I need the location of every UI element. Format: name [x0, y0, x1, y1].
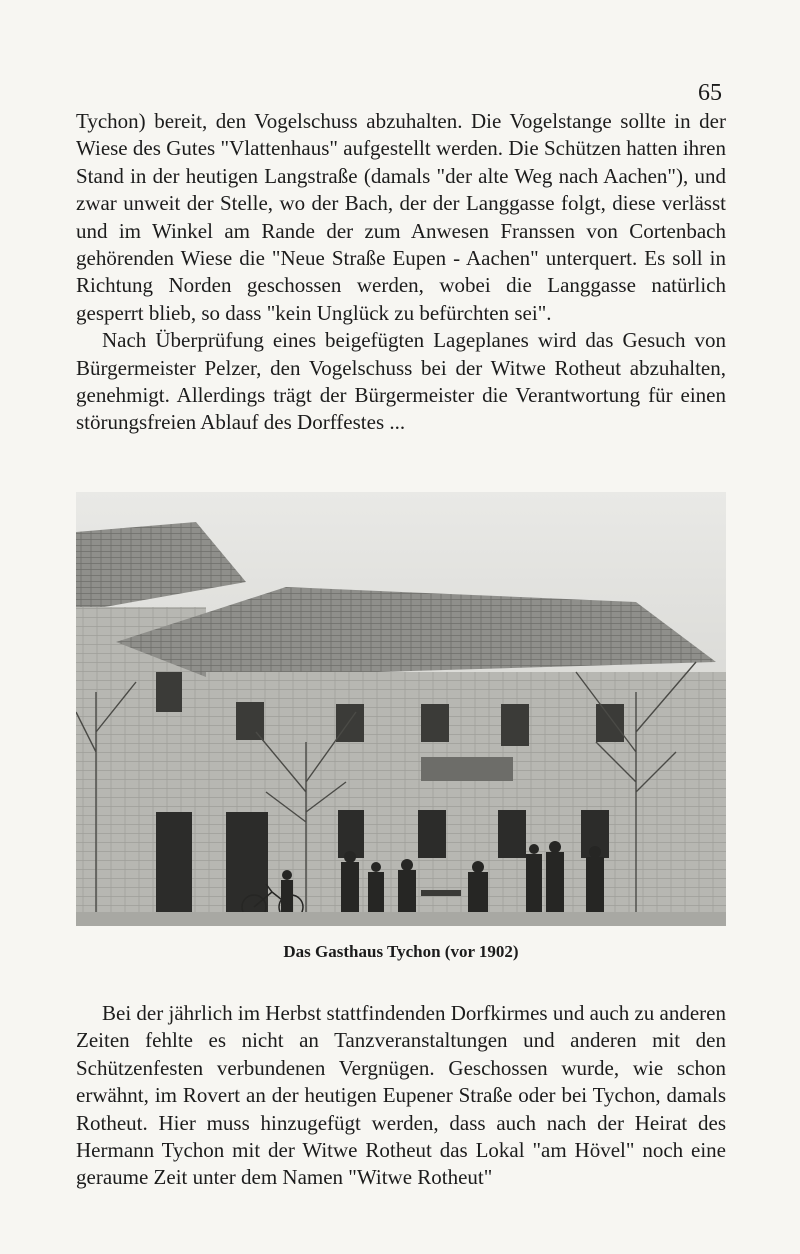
- paragraph: Bei der jährlich im Herbst stattfindenden Dorfkirmes und auch zu anderen Zeiten fehlte es nicht an Tanzveranstaltungen und anderen mit den Schützenfesten verbundenen Vergnügen. Geschossen wurde, wie schon erwähnt, im Rovert an der heutigen Eupener Straße oder bei Tychon, damals Rotheut. Hier muss hinzugefügt werden, dass auch nach der Heirat des Hermann Tychon mit der Witwe Rotheut das Lokal "am Hövel" noch eine geraume Zeit unter dem Namen "Witwe Rotheut": [76, 1001, 726, 1190]
- body-text-bottom: [76, 1000, 726, 1192]
- figure-caption: Das Gasthaus Tychon (vor 1902): [283, 942, 519, 961]
- body-text-top: [76, 108, 726, 437]
- historic-photo-gasthaus: [76, 492, 726, 926]
- photo-illustration: [76, 492, 726, 926]
- paragraph: Nach Überprüfung eines beigefügten Lageplanes wird das Gesuch von Bürgermeister Pelzer, den Vogelschuss bei der Witwe Rotheut abzuhalten, genehmigt. Allerdings trägt der Bürgermeister die Verantwortung für einen störungsfreien Ablauf des Dorffestes ...: [76, 328, 726, 435]
- paragraph: Tychon) bereit, den Vogelschuss abzuhalten. Die Vogelstange sollte in der Wiese des Gutes "Vlattenhaus" aufgestellt werden. Die Schützen hatten ihren Stand in der heutigen Langstraße (damals "der alte Weg nach Aachen"), und zwar unweit der Stelle, wo der Bach, der der Langgasse folgt, diese verlässt und im Winkel am Rande der zum Anwesen Franssen von Cortenbach gehörenden Wiese die "Neue Straße Eupen - Aachen" unterquert. Es soll in Richtung Norden geschossen werden, wobei die Langgasse natürlich gesperrt blieb, so dass "kein Unglück zu befürchten sei".: [76, 109, 726, 325]
- page-number: 65: [698, 80, 722, 106]
